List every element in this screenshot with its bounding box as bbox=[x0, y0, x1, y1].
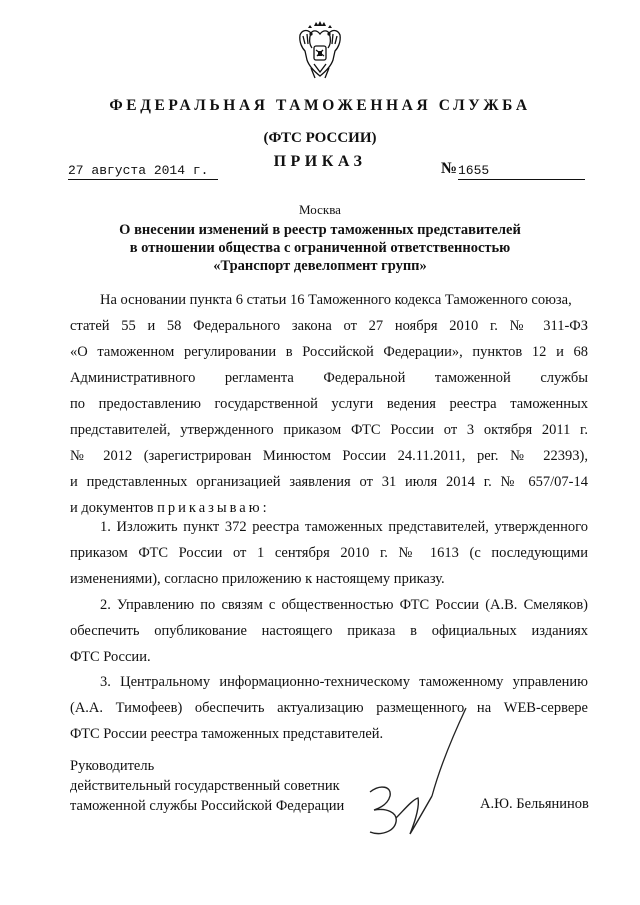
preamble-line: представителей, утвержденного приказом ФТС России от 3 октября 2011 г. bbox=[70, 422, 588, 438]
position-line: Руководитель bbox=[70, 758, 155, 774]
title-line: О внесении изменений в реестр таможенных представителей bbox=[119, 222, 521, 238]
city: Москва bbox=[299, 202, 341, 217]
document-title bbox=[90, 221, 550, 275]
preamble-line: по предоставлению государственной услуги ведения реестра таможенных bbox=[70, 396, 588, 412]
item-line: ФТС России. bbox=[70, 649, 151, 665]
item-line: ФТС России реестра таможенных представителей. bbox=[70, 726, 384, 742]
preamble bbox=[70, 287, 588, 521]
preamble-line: «О таможенном регулировании в Российской Федерации», пунктов 12 и 68 bbox=[70, 344, 588, 360]
document-type: ПРИКАЗ bbox=[273, 153, 367, 170]
item-line: изменениями), согласно приложению к настоящему приказу. bbox=[70, 571, 445, 587]
preamble-prefix: и документов bbox=[70, 500, 154, 516]
order-word: приказываю: bbox=[157, 500, 270, 516]
title-line: «Транспорт девелопмент групп» bbox=[213, 258, 427, 274]
item-line: 1. Изложить пункт 372 реестра таможенных представителей, утвержденного bbox=[100, 519, 588, 535]
agency-short-name: (ФТС РОССИИ) bbox=[263, 130, 377, 146]
preamble-line: На основании пункта 6 статьи 16 Таможенного кодекса Таможенного союза, bbox=[100, 292, 572, 308]
item-line: обеспечить опубликование настоящего приказа в официальных изданиях bbox=[70, 623, 588, 639]
position-line: таможенной службы Российской Федерации bbox=[70, 798, 345, 814]
order-number: 1655 bbox=[458, 163, 585, 180]
signatory-name: А.Ю. Бельянинов bbox=[480, 796, 589, 812]
order-item-3 bbox=[70, 669, 588, 747]
item-line: 2. Управлению по связям с общественностью ФТС России (А.В. Смеляков) bbox=[100, 597, 588, 613]
handwritten-signature bbox=[340, 700, 480, 850]
preamble-line: и представленных организацией заявления от 31 июля 2014 г. № 657/07-14 bbox=[70, 474, 588, 490]
preamble-line: № 2012 (зарегистрирован Минюстом России 24.11.2011, рег. № 22393), bbox=[70, 448, 588, 464]
agency-name: ФЕДЕРАЛЬНАЯ ТАМОЖЕННАЯ СЛУЖБА bbox=[109, 97, 531, 114]
signatory-position bbox=[70, 756, 344, 816]
number-sign: № bbox=[441, 160, 458, 177]
item-line: (А.А. Тимофеев) обеспечить актуализацию размещенного на WEB-сервере bbox=[70, 700, 588, 716]
preamble-line: Административного регламента Федеральной таможенной службы bbox=[70, 370, 588, 386]
title-line: в отношении общества с ограниченной ответственностью bbox=[129, 240, 511, 256]
position-line: действительный государственный советник bbox=[70, 778, 340, 794]
item-line: приказом ФТС России от 1 сентября 2010 г. № 1613 (с последующими bbox=[70, 545, 588, 561]
order-item-2 bbox=[70, 592, 588, 670]
order-date: 27 августа 2014 г. bbox=[68, 163, 218, 180]
order-item-1 bbox=[70, 514, 588, 592]
coat-of-arms-icon bbox=[297, 20, 343, 82]
preamble-line: статей 55 и 58 Федерального закона от 27 ноября 2010 г. № 311-ФЗ bbox=[70, 318, 588, 334]
item-line: 3. Центральному информационно-техническому таможенному управлению bbox=[100, 674, 588, 690]
